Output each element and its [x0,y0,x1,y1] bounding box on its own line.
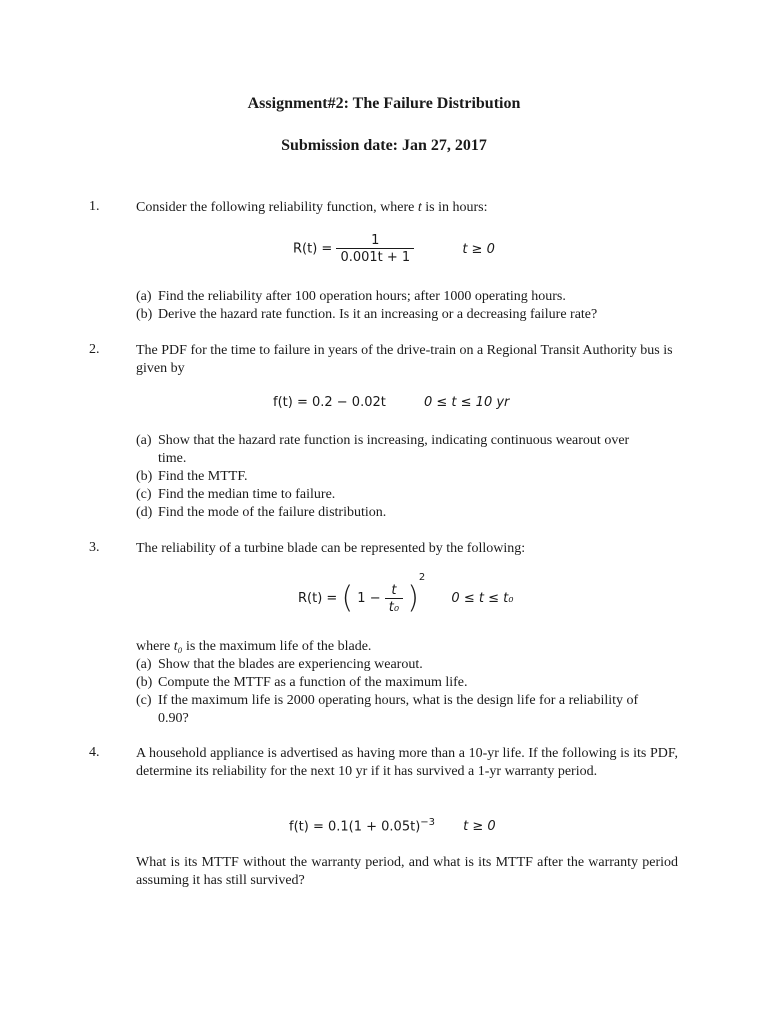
problem-3-part-a: (a) Show that the blades are experiencing wearout. [136,657,423,672]
problem-3-where: where t₀ is the maximum life of the blade. [136,639,372,654]
problem-2-part-a: (a) Show that the hazard rate function is increasing, indicating continuous wearout over [136,433,630,448]
equation-condition: 0 ≤ t ≤ t₀ [451,591,514,606]
problem-4-equation [289,817,496,834]
problem-4-followup: What is its MTTF without the warranty period, and what is its MTTF after the warranty period assuming it has still survived? [136,855,678,888]
equation-exponent: −3 [420,817,436,828]
document-title: Assignment#2: The Failure Distribution [247,95,521,112]
problem-2-part-a-continued: time. [158,451,187,466]
left-paren: ( [341,580,354,616]
equation-condition: 0 ≤ t ≤ 10 yr [424,395,510,410]
problem-1-number: 1. [89,199,100,214]
problem-2-part-c: (c) Find the median time to failure. [136,487,336,502]
problem-2-part-b: (b) Find the MTTF. [136,469,248,484]
problem-1-intro: Consider the following reliability function, where t is in hours: [136,200,488,215]
equation-condition: t ≥ 0 [462,241,495,257]
submission-date: Submission date: Jan 27, 2017 [281,137,487,154]
problem-4-number: 4. [89,745,100,760]
equation-lhs: R(t) = [293,241,337,257]
problem-3-number: 3. [89,540,100,555]
problem-3-intro: The reliability of a turbine blade can be represented by the following: [136,541,526,556]
right-paren: ) [407,580,419,616]
problem-3-part-b: (b) Compute the MTTF as a function of the maximum life. [136,675,468,690]
problem-4-intro: A household appliance is advertised as having more than a 10-yr life. If the following is its PDF, determine its reliability for the next 10 yr if it has survived a 1-yr warranty period. [136,746,678,779]
problem-2-equation [273,395,509,410]
problem-3-equation [298,572,513,615]
equation-fraction: $\frac{t}{\text{t₀}}$ [385,583,403,615]
equation-lhs: f(t) = 0.2 − 0.02t [273,395,386,410]
equation-condition: t ≥ 0 [463,819,496,835]
problem-1-part-b: (b) Derive the hazard rate function. Is it an increasing or a decreasing failure rate? [136,307,598,322]
equation-lhs: f(t) = 0.1(1 + 0.05t) [289,819,421,835]
equation-exponent: 2 [418,572,426,583]
problem-1-equation [293,233,495,265]
equation-lhs: R(t) = [298,591,342,606]
problem-3-part-c: (c) If the maximum life is 2000 operating hours, what is the design life for a reliability of [136,693,639,708]
problem-2-number: 2. [89,342,100,357]
problem-3-part-c-continued: 0.90? [158,711,189,726]
problem-1-part-a: (a) Find the reliability after 100 operation hours; after 1000 operating hours. [136,289,566,304]
problem-2-intro: The PDF for the time to failure in years of the drive-train on a Regional Transit Authority bus is given by [136,343,673,376]
problem-2-part-d: (d) Find the mode of the failure distribution. [136,505,387,520]
equation-inner: 1 − [357,591,385,606]
equation-fraction: $\frac{1}{0.001t + 1}$ [336,233,414,265]
